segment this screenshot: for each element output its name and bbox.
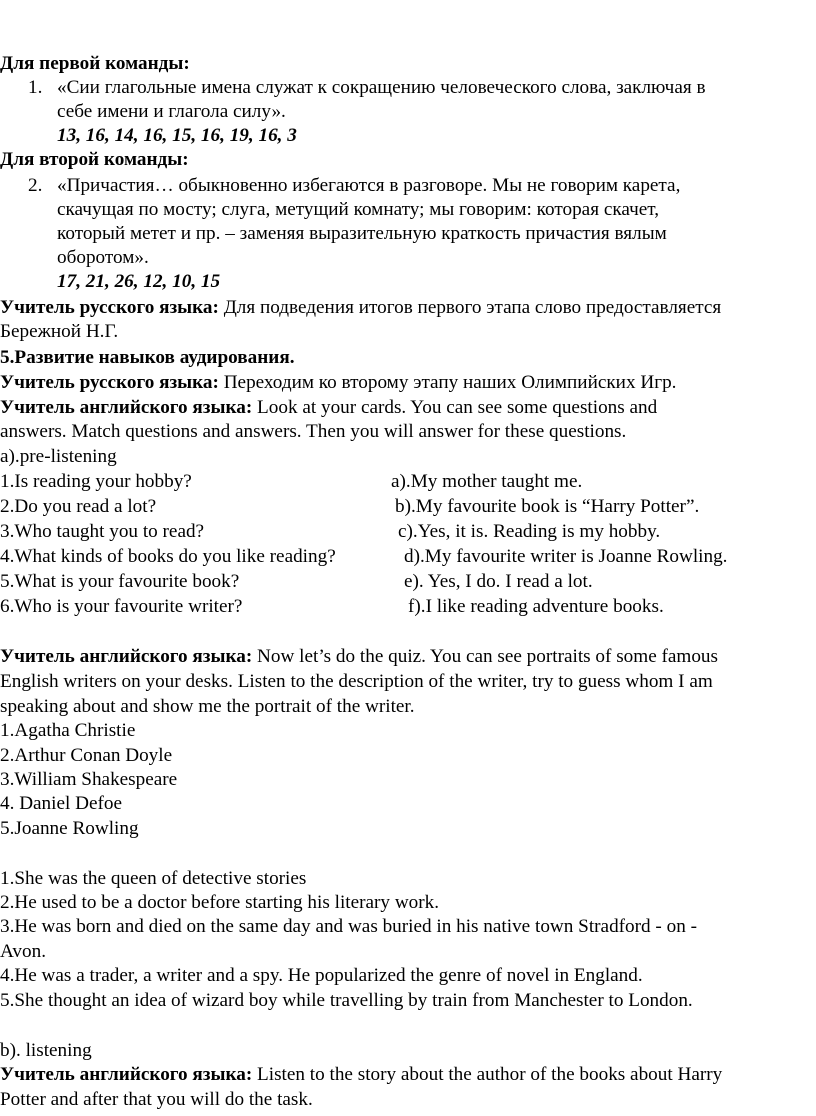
writer-5: 5.Joanne Rowling [0,818,139,839]
writer-2: 2.Arthur Conan Doyle [0,745,173,766]
quiz-text-3: speaking about and show me the portrait of the writer. [0,696,415,717]
description-3: 3.He was born and died on the same day and was buried in his native town Stradford - on - [0,916,697,937]
answer-f: f).I like reading adventure books. [408,596,664,617]
answer-b: b).My favourite book is “Harry Potter”. [395,496,700,517]
english-task-text-1: Look at your cards. You can see some questions and [252,397,658,418]
quiz-line-1 [0,645,718,669]
quiz-text-1: Now let’s do the quiz. You can see portraits of some famous [252,646,718,667]
description-3-cont: Avon. [0,941,47,962]
english-task-speaker: Учитель английского языка: [0,397,253,418]
sec2-heading: Для второй команды: [0,149,189,170]
description-4: 4.He was a trader, a writer and a spy. He popularized the genre of novel in England. [0,965,643,986]
description-2: 2.He used to be a doctor before starting his literary work. [0,892,440,913]
question-6: 6.Who is your favourite writer? [0,596,243,617]
sec1-quote-line-1: «Сии глагольные имена служат к сокращению человеческого слова, заключая в [57,77,706,98]
question-1: 1.Is reading your hobby? [0,471,192,492]
english-task-line-1 [0,396,657,420]
answer-c: c).Yes, it is. Reading is my hobby. [398,521,661,542]
prelistening-label: a).pre-listening [0,446,117,467]
description-1: 1.She was the queen of detective stories [0,868,307,889]
question-3: 3.Who taught you to read? [0,521,205,542]
question-2: 2.Do you read a lot? [0,496,157,517]
stage2-intro-line [0,371,676,395]
quiz-text-2: English writers on your desks. Listen to the description of the writer, try to guess whom I am [0,671,713,692]
sec2-quote-line-2: скачущая по мосту; слуга, метущий комнату; мы говорим: которая скачет, [57,199,660,220]
stage2-intro-speaker: Учитель русского языка: [0,372,219,393]
sec1-heading: Для первой команды: [0,53,190,74]
answer-d: d).My favourite writer is Joanne Rowling. [404,546,728,567]
results-line-1 [0,296,721,320]
results-text-1: Для подведения итогов первого этапа слово предоставляется [218,297,722,318]
sec1-item-number: 1. [28,77,43,98]
writer-1: 1.Agatha Christie [0,720,136,741]
quiz-speaker: Учитель английского языка: [0,646,253,667]
answer-e: e). Yes, I do. I read a lot. [404,571,593,592]
sec2-numbers: 17, 21, 26, 12, 10, 15 [57,271,221,292]
description-5: 5.She thought an idea of wizard boy while travelling by train from Manchester to London. [0,990,693,1011]
question-4: 4.What kinds of books do you like reading? [0,546,336,567]
stage5-heading: 5.Развитие навыков аудирования. [0,347,295,368]
writer-3: 3.William Shakespeare [0,769,178,790]
results-text-2: Бережной Н.Г. [0,321,119,342]
sec2-item-number: 2. [28,175,43,196]
answer-a: a).My mother taught me. [391,471,583,492]
question-5: 5.What is your favourite book? [0,571,240,592]
sec1-numbers: 13, 16, 14, 16, 15, 16, 19, 16, 3 [57,125,297,146]
listening-line-1 [0,1063,722,1087]
sec2-quote-line-1: «Причастия… обыкновенно избегаются в разговоре. Мы не говорим карета, [57,175,681,196]
listening-text-1: Listen to the story about the author of the books about Harry [252,1064,723,1085]
listening-label: b). listening [0,1040,92,1061]
listening-text-2: Potter and after that you will do the task. [0,1089,313,1110]
sec2-quote-line-3: который метет и пр. – заменяя выразительную краткость причастия вялым [57,223,667,244]
results-speaker: Учитель русского языка: [0,297,219,318]
sec2-quote-line-4: оборотом». [57,247,149,268]
writer-4: 4. Daniel Defoe [0,793,123,814]
stage2-intro-text: Переходим ко второму этапу наших Олимпийских Игр. [218,372,677,393]
listening-speaker: Учитель английского языка: [0,1064,253,1085]
sec1-quote-line-2: себе имени и глагола силу». [57,101,286,122]
english-task-text-2: answers. Match questions and answers. Then you will answer for these questions. [0,421,627,442]
